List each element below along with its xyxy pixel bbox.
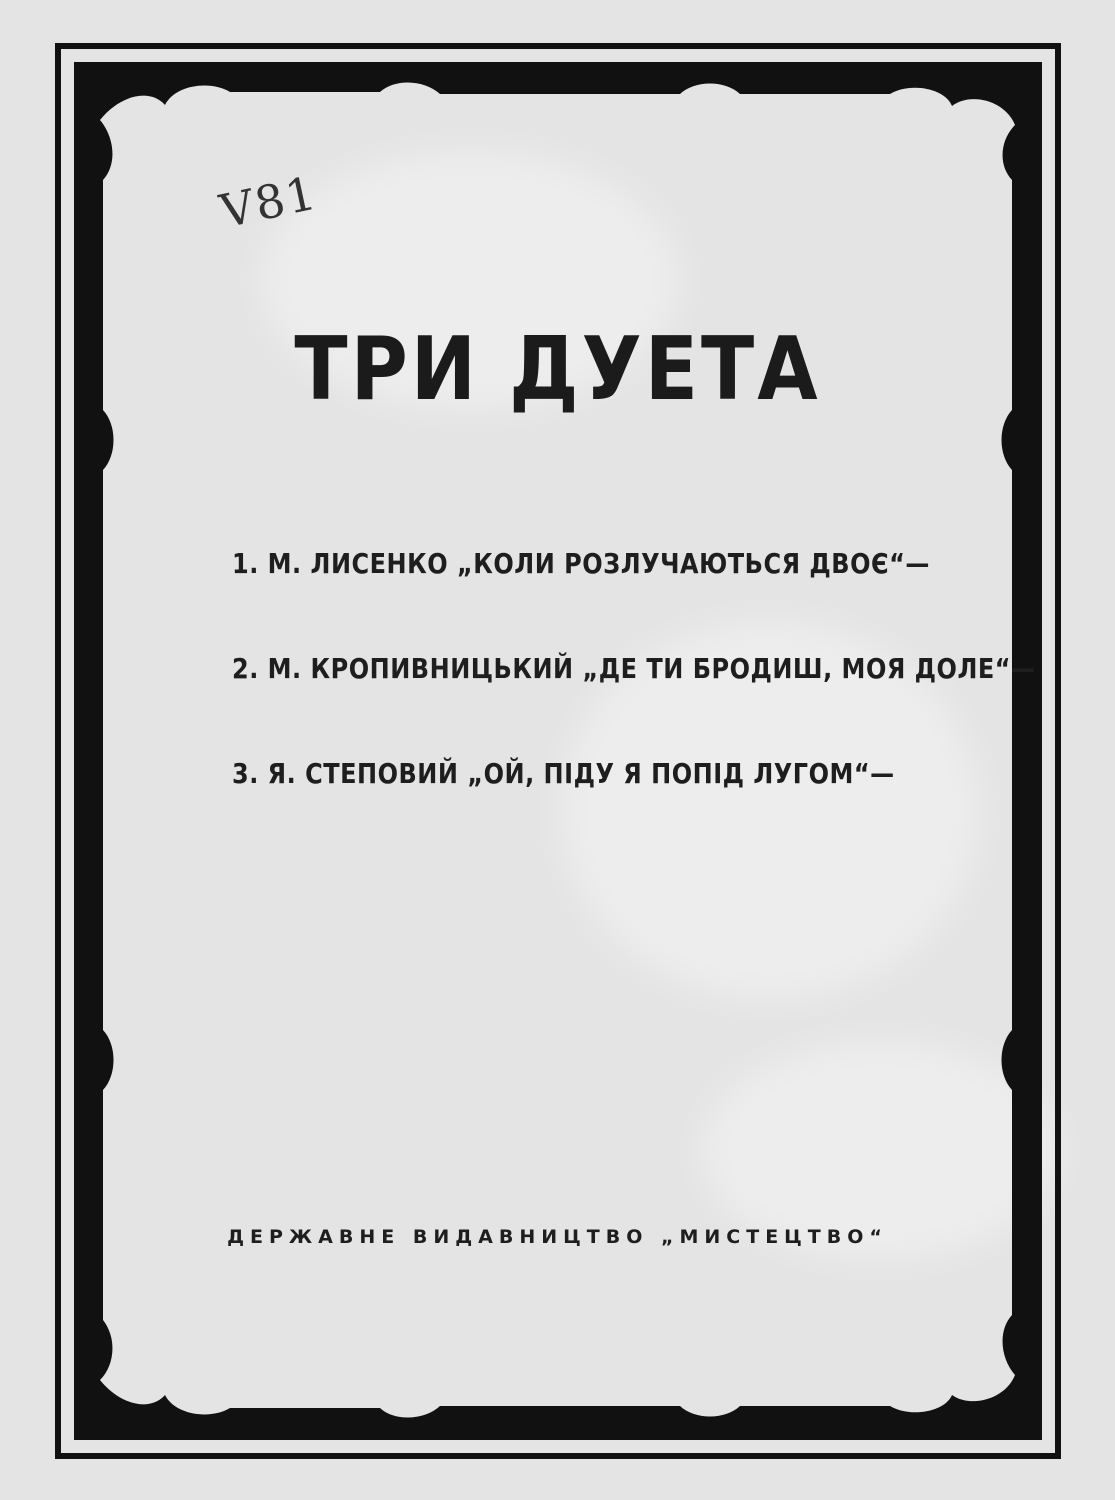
inner-guide bbox=[120, 112, 996, 1388]
work-item-3: 3. Я. СТЕПОВИЙ „ОЙ, ПІДУ Я ПОПІД ЛУГОМ“— bbox=[232, 757, 895, 791]
work-item-1: 1. М. ЛИСЕНКО „КОЛИ РОЗЛУЧАЮТЬСЯ ДВОЄ“— bbox=[232, 547, 930, 581]
handwritten-note: V81 bbox=[215, 165, 323, 239]
publisher-line: ДЕРЖАВНЕ ВИДАВНИЦТВО „МИСТЕЦТВО“ bbox=[227, 1226, 888, 1248]
work-item-2: 2. М. КРОПИВНИЦЬКИЙ „ДЕ ТИ БРОДИШ, МОЯ ДОЛЕ“— bbox=[232, 652, 1036, 686]
page-title: ТРИ ДУЕТА bbox=[294, 319, 821, 421]
